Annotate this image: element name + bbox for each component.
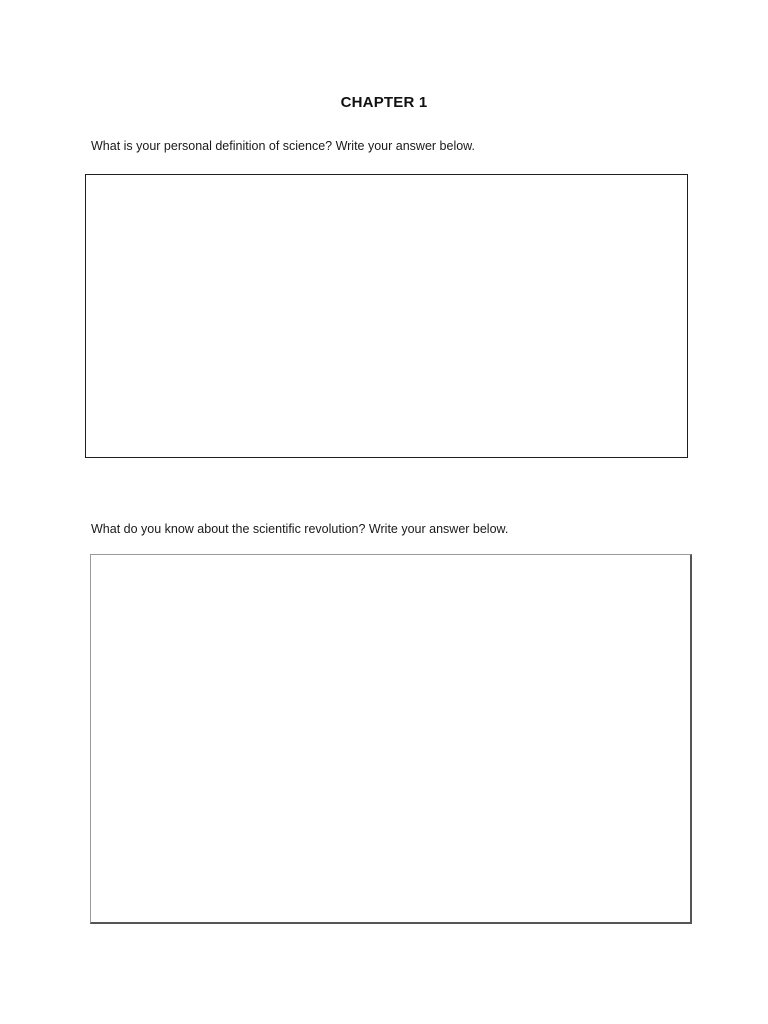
question-2-prompt: What do you know about the scientific revolution? Write your answer below. [91, 522, 509, 536]
question-1-prompt: What is your personal definition of science? Write your answer below. [91, 139, 475, 153]
chapter-title: CHAPTER 1 [340, 94, 428, 111]
question-1-answer-box[interactable] [85, 174, 688, 458]
question-2-answer-box[interactable] [90, 554, 692, 924]
